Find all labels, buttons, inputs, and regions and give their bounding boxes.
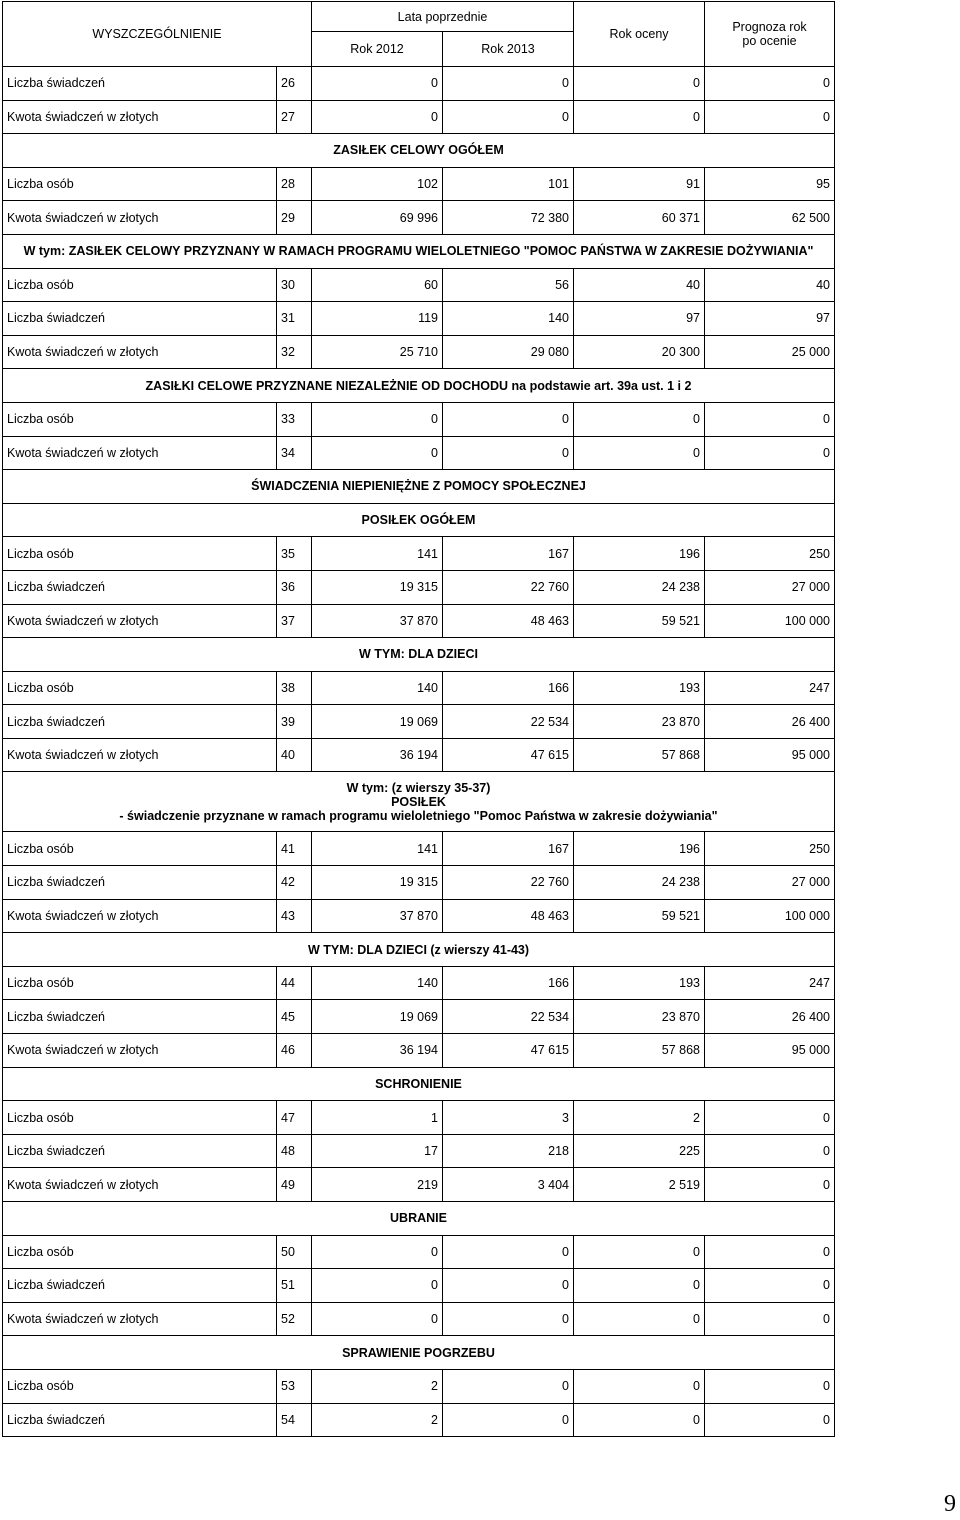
value-2012: 0 — [312, 1302, 443, 1336]
value-evaluation-year: 196 — [574, 537, 705, 571]
value-evaluation-year: 23 870 — [574, 705, 705, 739]
value-2013: 166 — [443, 671, 574, 705]
value-2012: 17 — [312, 1134, 443, 1168]
header-previous-years: Lata poprzednie — [312, 2, 574, 32]
section-title-line: W tym: ZASIŁEK CELOWY PRZYZNANY W RAMACH PROGRAMU WIELOLETNIEGO "POMOC PAŃSTWA W ZAKRESIE DOŻYWIANIA" — [23, 244, 814, 259]
row-number: 50 — [277, 1235, 312, 1269]
row-number: 31 — [277, 302, 312, 336]
value-forecast: 40 — [705, 268, 835, 302]
table-row — [3, 302, 835, 336]
row-label: Liczba świadczeń — [3, 1269, 277, 1303]
value-evaluation-year: 0 — [574, 436, 705, 470]
value-2012: 36 194 — [312, 1034, 443, 1068]
value-2012: 36 194 — [312, 738, 443, 772]
section-header-row — [3, 933, 835, 967]
value-2013: 22 534 — [443, 705, 574, 739]
table-row — [3, 201, 835, 235]
row-label: Liczba osób — [3, 402, 277, 436]
section-title — [3, 369, 835, 403]
section-title — [3, 1067, 835, 1101]
value-2013: 22 760 — [443, 570, 574, 604]
header-year-2013: Rok 2013 — [443, 32, 574, 67]
value-evaluation-year: 2 519 — [574, 1168, 705, 1202]
value-evaluation-year: 0 — [574, 67, 705, 101]
value-forecast: 95 000 — [705, 738, 835, 772]
value-2012: 140 — [312, 671, 443, 705]
value-2013: 0 — [443, 1403, 574, 1437]
value-forecast: 0 — [705, 402, 835, 436]
row-number: 26 — [277, 67, 312, 101]
value-2013: 218 — [443, 1134, 574, 1168]
section-header-row — [3, 234, 835, 268]
section-title-line: SCHRONIENIE — [375, 1076, 462, 1091]
value-evaluation-year: 0 — [574, 1403, 705, 1437]
value-evaluation-year: 225 — [574, 1134, 705, 1168]
value-evaluation-year: 193 — [574, 671, 705, 705]
value-evaluation-year: 59 521 — [574, 604, 705, 638]
value-forecast: 26 400 — [705, 1000, 835, 1034]
value-forecast: 250 — [705, 832, 835, 866]
row-number: 52 — [277, 1302, 312, 1336]
row-number: 40 — [277, 738, 312, 772]
value-2013: 0 — [443, 67, 574, 101]
row-label: Kwota świadczeń w złotych — [3, 1168, 277, 1202]
table-row — [3, 268, 835, 302]
value-forecast: 0 — [705, 1168, 835, 1202]
value-evaluation-year: 57 868 — [574, 1034, 705, 1068]
value-evaluation-year: 0 — [574, 1235, 705, 1269]
section-title — [3, 638, 835, 672]
row-label: Liczba świadczeń — [3, 302, 277, 336]
value-evaluation-year: 97 — [574, 302, 705, 336]
row-number: 41 — [277, 832, 312, 866]
value-forecast: 62 500 — [705, 201, 835, 235]
table-row — [3, 402, 835, 436]
row-label: Liczba osób — [3, 1101, 277, 1135]
value-forecast: 250 — [705, 537, 835, 571]
row-label: Liczba osób — [3, 832, 277, 866]
value-2013: 47 615 — [443, 738, 574, 772]
table-row — [3, 1403, 835, 1437]
value-forecast: 0 — [705, 1101, 835, 1135]
value-2013: 166 — [443, 966, 574, 1000]
value-2013: 22 760 — [443, 866, 574, 900]
section-header-row — [3, 1336, 835, 1370]
value-2013: 0 — [443, 402, 574, 436]
table-row — [3, 570, 835, 604]
value-2013: 47 615 — [443, 1034, 574, 1068]
value-evaluation-year: 0 — [574, 1369, 705, 1403]
value-evaluation-year: 0 — [574, 402, 705, 436]
value-2013: 101 — [443, 167, 574, 201]
section-header-row — [3, 1202, 835, 1236]
row-label: Kwota świadczeń w złotych — [3, 436, 277, 470]
value-2013: 0 — [443, 436, 574, 470]
value-2013: 140 — [443, 302, 574, 336]
row-label: Kwota świadczeń w złotych — [3, 899, 277, 933]
section-title — [3, 234, 835, 268]
section-title — [3, 1336, 835, 1370]
row-number: 39 — [277, 705, 312, 739]
value-2012: 140 — [312, 966, 443, 1000]
value-2013: 72 380 — [443, 201, 574, 235]
row-number: 34 — [277, 436, 312, 470]
value-2012: 141 — [312, 537, 443, 571]
table-row — [3, 436, 835, 470]
value-2013: 167 — [443, 832, 574, 866]
section-title-line: ZASIŁEK CELOWY OGÓŁEM — [333, 143, 504, 158]
table-row — [3, 537, 835, 571]
row-label: Liczba świadczeń — [3, 1134, 277, 1168]
row-number: 51 — [277, 1269, 312, 1303]
row-number: 43 — [277, 899, 312, 933]
row-number: 45 — [277, 1000, 312, 1034]
value-2013: 0 — [443, 100, 574, 134]
row-label: Liczba świadczeń — [3, 67, 277, 101]
value-forecast: 27 000 — [705, 570, 835, 604]
section-title-line: - świadczenie przyznane w ramach programu wieloletniego "Pomoc Państwa w zakresie dożywiania" — [119, 808, 718, 823]
section-title — [3, 772, 835, 832]
section-title-line: W tym: (z wierszy 35-37) — [346, 780, 491, 795]
table-row — [3, 1000, 835, 1034]
table-row — [3, 832, 835, 866]
value-evaluation-year: 0 — [574, 1302, 705, 1336]
value-2012: 0 — [312, 402, 443, 436]
row-number: 54 — [277, 1403, 312, 1437]
row-label: Liczba świadczeń — [3, 1403, 277, 1437]
value-forecast: 100 000 — [705, 899, 835, 933]
value-forecast: 0 — [705, 1134, 835, 1168]
value-2013: 0 — [443, 1269, 574, 1303]
row-number: 30 — [277, 268, 312, 302]
value-2012: 19 315 — [312, 866, 443, 900]
value-2013: 0 — [443, 1235, 574, 1269]
row-label: Liczba świadczeń — [3, 1000, 277, 1034]
value-2012: 2 — [312, 1369, 443, 1403]
table-row — [3, 1034, 835, 1068]
value-2013: 22 534 — [443, 1000, 574, 1034]
value-2012: 1 — [312, 1101, 443, 1135]
value-2013: 3 — [443, 1101, 574, 1135]
value-evaluation-year: 40 — [574, 268, 705, 302]
value-forecast: 0 — [705, 100, 835, 134]
row-number: 37 — [277, 604, 312, 638]
value-2012: 2 — [312, 1403, 443, 1437]
section-header-row — [3, 470, 835, 504]
section-title — [3, 470, 835, 504]
value-2012: 19 069 — [312, 1000, 443, 1034]
table-row — [3, 1101, 835, 1135]
value-forecast: 100 000 — [705, 604, 835, 638]
section-header-row — [3, 503, 835, 537]
value-forecast: 0 — [705, 1403, 835, 1437]
row-label: Kwota świadczeń w złotych — [3, 201, 277, 235]
value-forecast: 26 400 — [705, 705, 835, 739]
value-2013: 48 463 — [443, 604, 574, 638]
value-evaluation-year: 0 — [574, 1269, 705, 1303]
value-evaluation-year: 2 — [574, 1101, 705, 1135]
header-evaluation-year: Rok oceny — [574, 2, 705, 67]
row-number: 53 — [277, 1369, 312, 1403]
value-2012: 0 — [312, 100, 443, 134]
value-2012: 19 315 — [312, 570, 443, 604]
value-forecast: 95 000 — [705, 1034, 835, 1068]
row-number: 49 — [277, 1168, 312, 1202]
value-forecast: 0 — [705, 436, 835, 470]
section-title-line: POSIŁEK OGÓŁEM — [361, 513, 476, 528]
value-2012: 37 870 — [312, 604, 443, 638]
value-2012: 60 — [312, 268, 443, 302]
row-label: Kwota świadczeń w złotych — [3, 604, 277, 638]
row-label: Kwota świadczeń w złotych — [3, 1302, 277, 1336]
table-row — [3, 1235, 835, 1269]
table-row — [3, 167, 835, 201]
value-2013: 48 463 — [443, 899, 574, 933]
value-forecast: 97 — [705, 302, 835, 336]
value-forecast: 27 000 — [705, 866, 835, 900]
row-number: 38 — [277, 671, 312, 705]
value-evaluation-year: 59 521 — [574, 899, 705, 933]
header-description: WYSZCZEGÓLNIENIE — [3, 2, 312, 67]
table-row — [3, 1269, 835, 1303]
header-year-2012: Rok 2012 — [312, 32, 443, 67]
value-2012: 0 — [312, 1235, 443, 1269]
table-row — [3, 671, 835, 705]
table-row — [3, 604, 835, 638]
value-forecast: 247 — [705, 966, 835, 1000]
value-forecast: 0 — [705, 1269, 835, 1303]
table-row — [3, 866, 835, 900]
value-2013: 56 — [443, 268, 574, 302]
section-title — [3, 1202, 835, 1236]
table-row — [3, 705, 835, 739]
value-2012: 0 — [312, 436, 443, 470]
section-header-row — [3, 1067, 835, 1101]
section-title — [3, 933, 835, 967]
section-title-line: POSIŁEK — [391, 794, 446, 809]
table-row — [3, 1134, 835, 1168]
value-forecast: 0 — [705, 1235, 835, 1269]
row-number: 36 — [277, 570, 312, 604]
value-evaluation-year: 0 — [574, 100, 705, 134]
row-number: 28 — [277, 167, 312, 201]
value-2012: 102 — [312, 167, 443, 201]
row-label: Liczba świadczeń — [3, 866, 277, 900]
value-evaluation-year: 60 371 — [574, 201, 705, 235]
value-evaluation-year: 23 870 — [574, 1000, 705, 1034]
row-label: Liczba osób — [3, 167, 277, 201]
section-title-line: UBRANIE — [390, 1211, 447, 1226]
row-label: Kwota świadczeń w złotych — [3, 738, 277, 772]
value-evaluation-year: 91 — [574, 167, 705, 201]
report-table — [2, 1, 835, 1437]
value-2012: 19 069 — [312, 705, 443, 739]
section-title-line: W TYM: DLA DZIECI — [359, 647, 478, 662]
header-forecast-year — [705, 2, 835, 67]
value-2013: 0 — [443, 1302, 574, 1336]
value-2012: 0 — [312, 67, 443, 101]
value-forecast: 0 — [705, 1369, 835, 1403]
value-2012: 37 870 — [312, 899, 443, 933]
value-evaluation-year: 57 868 — [574, 738, 705, 772]
row-number: 33 — [277, 402, 312, 436]
table-row — [3, 67, 835, 101]
value-2012: 219 — [312, 1168, 443, 1202]
row-label: Kwota świadczeń w złotych — [3, 335, 277, 369]
value-2012: 69 996 — [312, 201, 443, 235]
section-header-row — [3, 638, 835, 672]
table-row — [3, 1302, 835, 1336]
value-2012: 0 — [312, 1269, 443, 1303]
row-label: Liczba osób — [3, 671, 277, 705]
section-title-line: ŚWIADCZENIA NIEPIENIĘŻNE Z POMOCY SPOŁECZNEJ — [251, 479, 586, 494]
value-evaluation-year: 24 238 — [574, 570, 705, 604]
section-header-row — [3, 772, 835, 832]
row-label: Kwota świadczeń w złotych — [3, 1034, 277, 1068]
table-row — [3, 966, 835, 1000]
value-2013: 3 404 — [443, 1168, 574, 1202]
row-label: Liczba świadczeń — [3, 705, 277, 739]
value-forecast: 0 — [705, 67, 835, 101]
table-row — [3, 335, 835, 369]
value-evaluation-year: 24 238 — [574, 866, 705, 900]
row-number: 44 — [277, 966, 312, 1000]
section-title — [3, 503, 835, 537]
row-label: Liczba osób — [3, 1369, 277, 1403]
section-header-row — [3, 369, 835, 403]
row-number: 32 — [277, 335, 312, 369]
section-header-row — [3, 134, 835, 168]
row-label: Liczba osób — [3, 537, 277, 571]
row-label: Liczba świadczeń — [3, 570, 277, 604]
section-title — [3, 134, 835, 168]
table-row — [3, 1168, 835, 1202]
row-label: Kwota świadczeń w złotych — [3, 100, 277, 134]
row-number: 46 — [277, 1034, 312, 1068]
table-row — [3, 899, 835, 933]
row-number: 27 — [277, 100, 312, 134]
table-row — [3, 1369, 835, 1403]
table-row — [3, 100, 835, 134]
value-2013: 29 080 — [443, 335, 574, 369]
value-evaluation-year: 20 300 — [574, 335, 705, 369]
value-evaluation-year: 196 — [574, 832, 705, 866]
row-label: Liczba osób — [3, 966, 277, 1000]
row-label: Liczba osób — [3, 1235, 277, 1269]
value-forecast: 0 — [705, 1302, 835, 1336]
value-evaluation-year: 193 — [574, 966, 705, 1000]
header-forecast-line2: po ocenie — [742, 34, 797, 48]
row-label: Liczba osób — [3, 268, 277, 302]
row-number: 35 — [277, 537, 312, 571]
value-forecast: 95 — [705, 167, 835, 201]
row-number: 29 — [277, 201, 312, 235]
section-title-line: SPRAWIENIE POGRZEBU — [342, 1345, 495, 1360]
value-2013: 0 — [443, 1369, 574, 1403]
section-title-line: W TYM: DLA DZIECI (z wierszy 41-43) — [307, 942, 530, 957]
value-2012: 25 710 — [312, 335, 443, 369]
table-row — [3, 738, 835, 772]
header-forecast-line1: Prognoza rok — [732, 20, 807, 34]
page-number: 9 — [944, 1491, 956, 1517]
row-number: 42 — [277, 866, 312, 900]
value-2012: 119 — [312, 302, 443, 336]
section-title-line: ZASIŁKI CELOWE PRZYZNANE NIEZALEŻNIE OD DOCHODU na podstawie art. 39a ust. 1 i 2 — [145, 378, 692, 393]
value-2013: 167 — [443, 537, 574, 571]
value-forecast: 247 — [705, 671, 835, 705]
value-2012: 141 — [312, 832, 443, 866]
row-number: 47 — [277, 1101, 312, 1135]
row-number: 48 — [277, 1134, 312, 1168]
report-body — [3, 67, 835, 1437]
value-forecast: 25 000 — [705, 335, 835, 369]
